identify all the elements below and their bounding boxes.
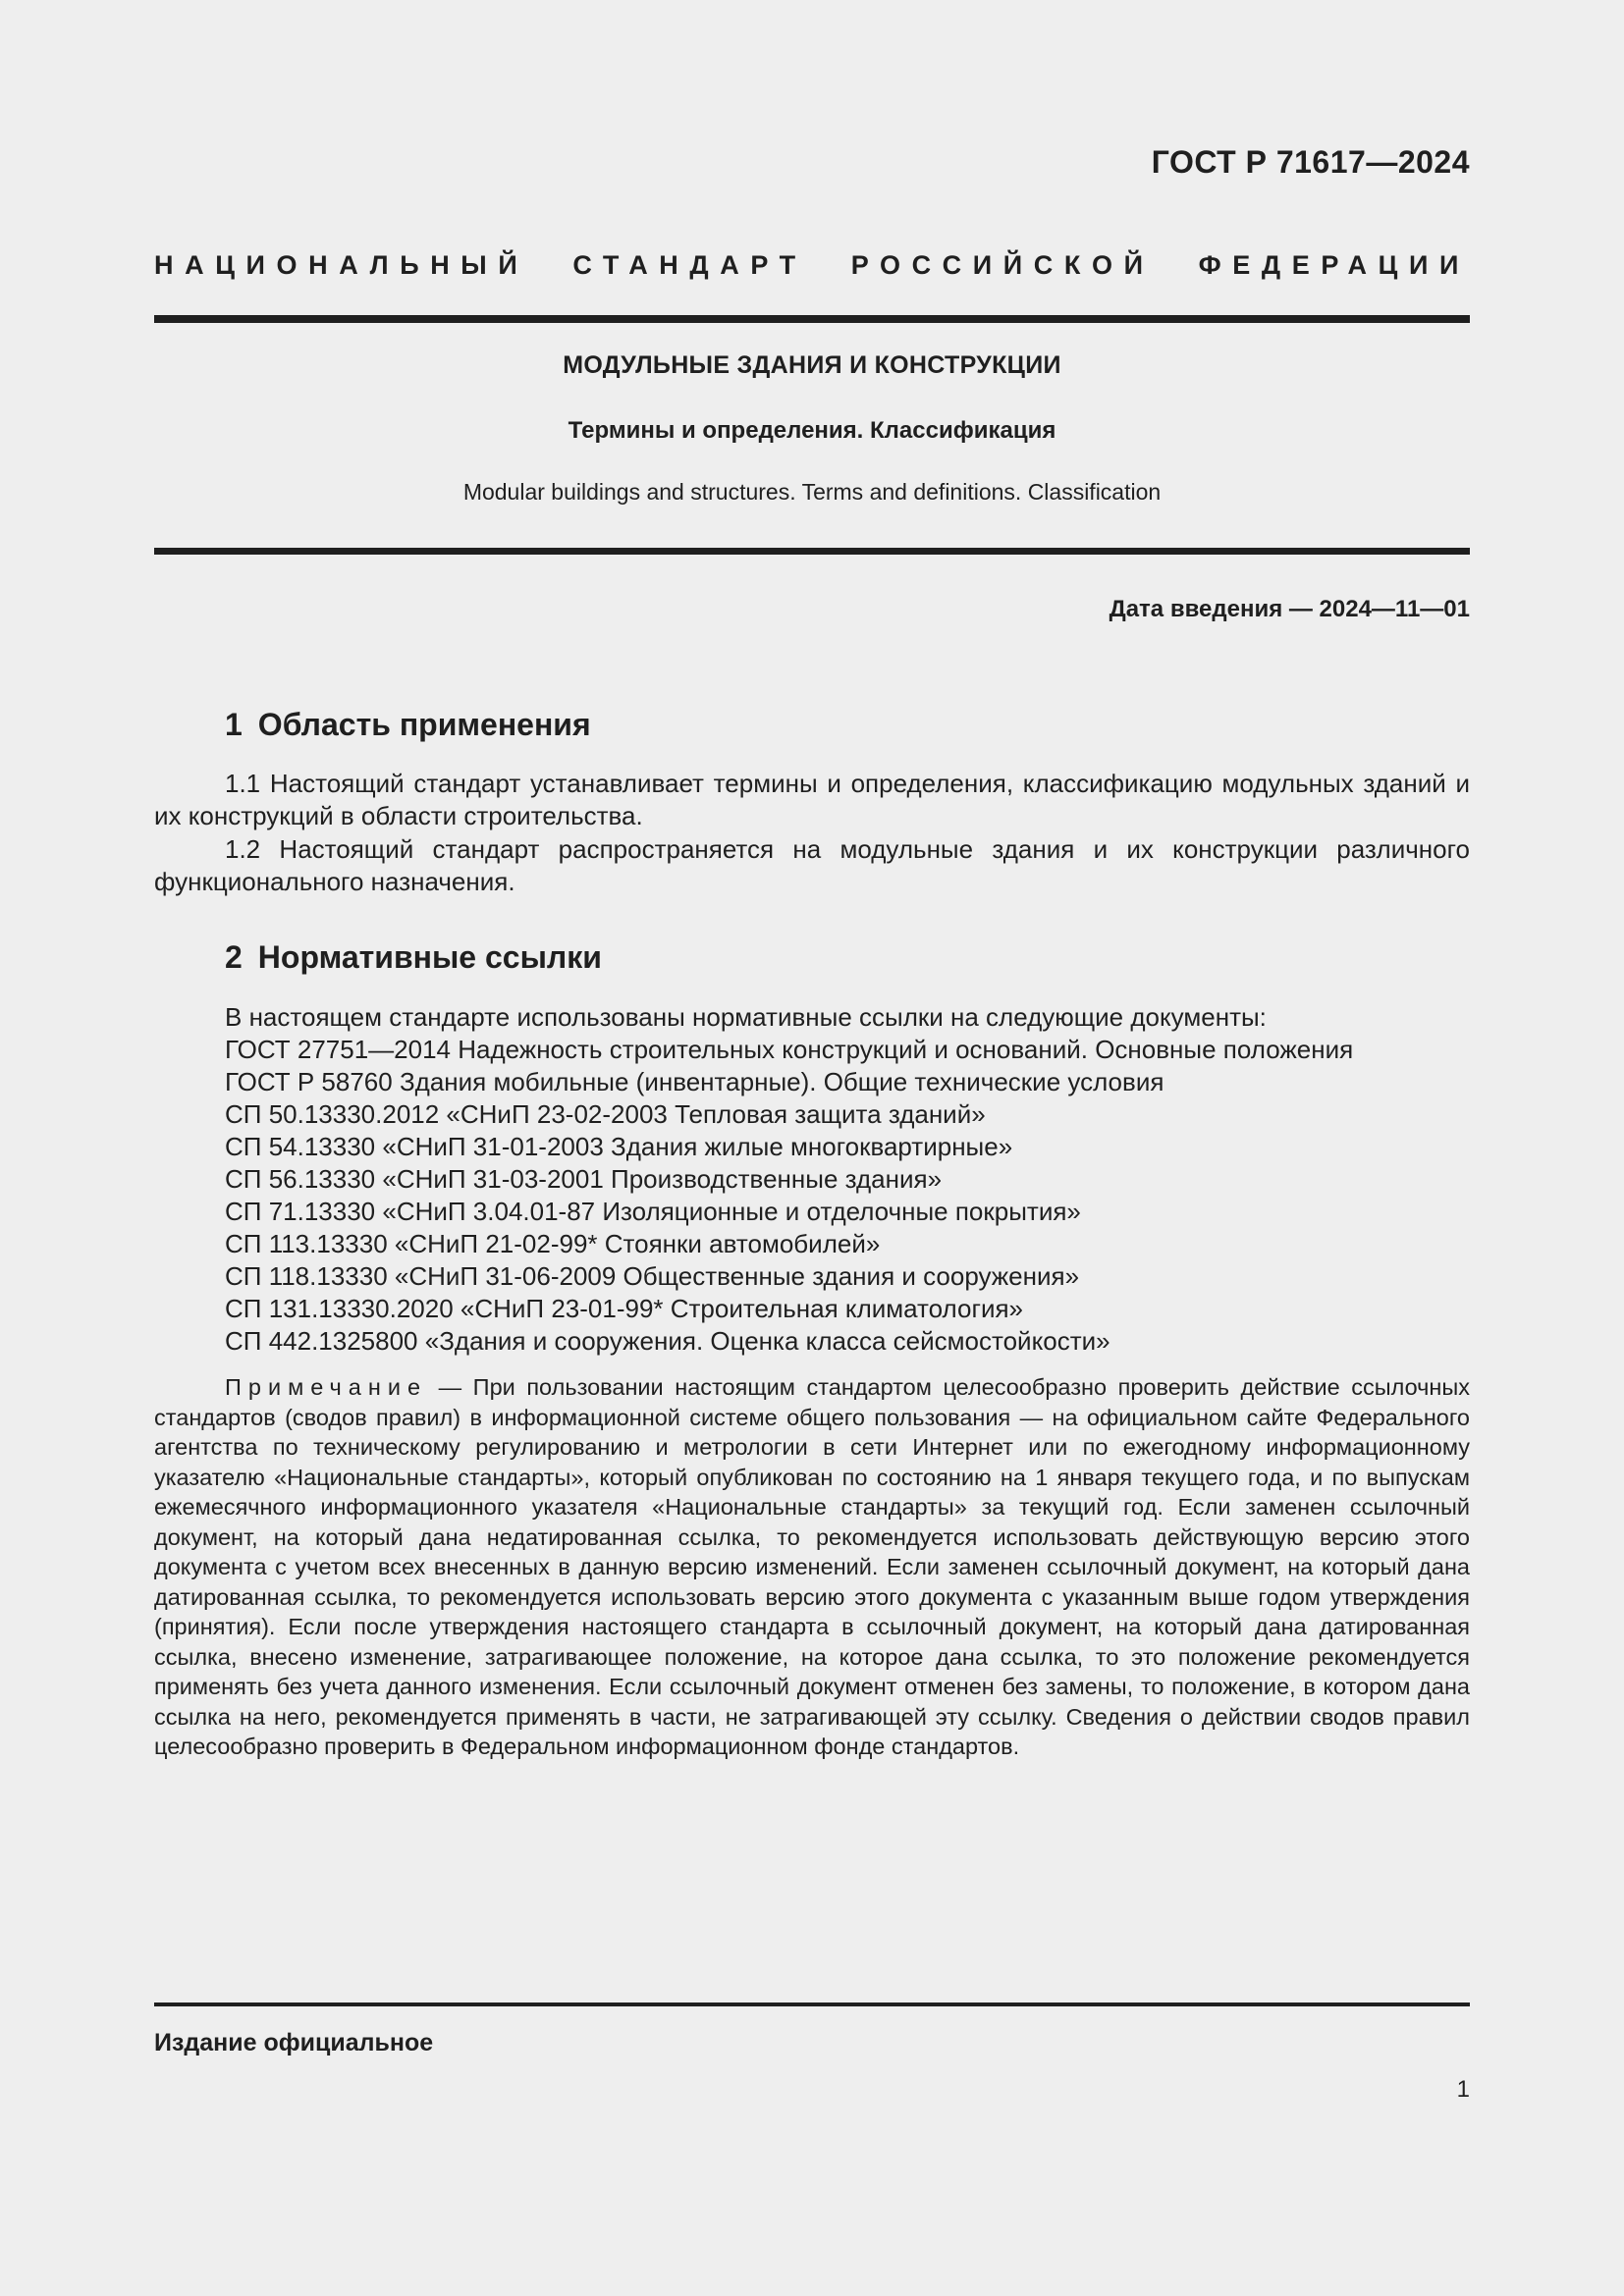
footer-divider [154, 2002, 1470, 2006]
reference-item: СП 113.13330 «СНиП 21-02-99* Стоянки автомобилей» [225, 1229, 881, 1258]
document-title: МОДУЛЬНЫЕ ЗДАНИЯ И КОНСТРУКЦИИ [563, 351, 1061, 379]
document-subtitle: Термины и определения. Классификация [568, 417, 1056, 444]
section-number: 2 [225, 939, 243, 975]
national-standard-banner: НАЦИОНАЛЬНЫЙ СТАНДАРТ РОССИЙСКОЙ ФЕДЕРАЦИИ [154, 250, 1470, 280]
reference-item: СП 131.13330.2020 «СНиП 23-01-99* Строительная климатология» [225, 1294, 1024, 1323]
references-intro: В настоящем стандарте использованы нормативные ссылки на следующие документы: [225, 1002, 1267, 1032]
official-edition-label: Издание официальное [154, 2029, 434, 2056]
references-note [154, 1372, 1470, 1762]
paragraph-1-2: 1.2 Настоящий стандарт распространяется на модульные здания и их конструкции различного функционального назначения. [154, 834, 1470, 896]
reference-item: СП 442.1325800 «Здания и сооружения. Оценка класса сейсмостойкости» [225, 1326, 1110, 1356]
section-heading-scope [225, 707, 591, 743]
reference-item: СП 54.13330 «СНиП 31-01-2003 Здания жилые многоквартирные» [225, 1132, 1013, 1161]
section-heading-normative-references [225, 939, 602, 976]
reference-item: СП 56.13330 «СНиП 31-03-2001 Производственные здания» [225, 1164, 943, 1194]
reference-item: СП 71.13330 «СНиП 3.04.01-87 Изоляционные и отделочные покрытия» [225, 1197, 1081, 1226]
references-list [225, 1001, 1470, 1358]
document-code: ГОСТ Р 71617—2024 [1151, 144, 1470, 180]
note-label: Примечание [225, 1374, 428, 1400]
page-number: 1 [1456, 2076, 1470, 2103]
section-title: Область применения [257, 707, 591, 742]
title-divider [154, 548, 1470, 555]
reference-item: СП 118.13330 «СНиП 31-06-2009 Общественные здания и сооружения» [225, 1261, 1080, 1291]
paragraph-1-1: 1.1 Настоящий стандарт устанавливает термины и определения, классификацию модульных зданий и их конструкций в области строительства. [154, 769, 1470, 830]
section-number: 1 [225, 707, 243, 742]
english-title: Modular buildings and structures. Terms and definitions. Classification [462, 479, 1162, 505]
section-title: Нормативные ссылки [257, 939, 602, 975]
document-page [154, 0, 1470, 2296]
reference-item: СП 50.13330.2012 «СНиП 23-02-2003 Тепловая защита зданий» [225, 1099, 986, 1129]
introduction-date: Дата введения — 2024—11—01 [1109, 596, 1470, 622]
top-divider [154, 315, 1470, 323]
reference-item: ГОСТ 27751—2014 Надежность строительных конструкций и оснований. Основные положения [225, 1035, 1354, 1064]
reference-item: ГОСТ Р 58760 Здания мобильные (инвентарные). Общие технические условия [225, 1067, 1164, 1096]
note-text: — При пользовании настоящим стандартом целесообразно проверить действие ссылочных стандартов (сводов правил) в информационной системе общего пользования — на официальном сайте Федерального агентства по техническому регулированию и метрологии в сети Интернет или по ежегодному информационному указателю «Национальные стандарты», который опубликован по состоянию на 1 января текущего года, и по выпускам ежемесячного информационного указателя «Национальные стандарты» за текущий год. Если заменен ссылочный документ, на который дана недатированная ссылка, то рекомендуется использовать действующую версию этого документа с учетом всех внесенных в данную версию изменений. Если заменен ссылочный документ, на который дана датированная ссылка, то рекомендуется использовать версию этого документа с указанным выше годом утверждения (принятия). Если после утверждения настоящего стандарта в ссылочный документ, на который дана датированная ссылка, внесено изменение, затрагивающее положение, на которое дана ссылка, то это положение рекомендуется применять без учета данного изменения. Если ссылочный документ отменен без замены, то положение, в котором дана ссылка на него, рекомендуется применять в части, не затрагивающей эту ссылку. Сведения о действии сводов правил целесообразно проверить в Федеральном информационном фонде стандартов. [154, 1374, 1470, 1759]
